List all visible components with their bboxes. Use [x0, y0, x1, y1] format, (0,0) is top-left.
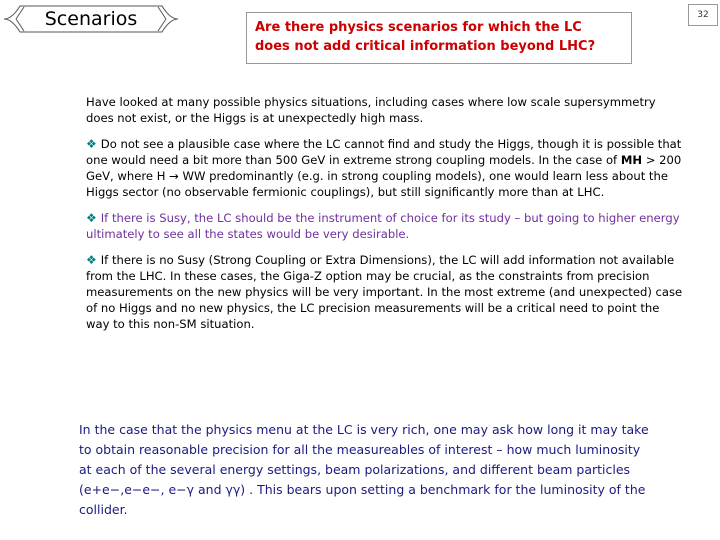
- slide-body: [86, 94, 686, 342]
- title-line-2: does not add critical information beyond LHC?: [255, 39, 596, 54]
- bullet-2: [86, 210, 686, 242]
- diamond-bullet-icon: ❖: [86, 253, 97, 267]
- bullet-3-text: If there is no Susy (Strong Coupling or Extra Dimensions), the LC will add information not available from the LHC. In these cases, the Giga-Z option may be crucial, as the constraints from precision measurements on the new physics will be very important. In the most extreme (and unexpected) case of no Higgs and no new physics, the LC precision measurements will be a critical need to point the way to this non-SM situation.: [86, 253, 683, 331]
- conclusion-text-a: In the case that the physics menu at the LC is very rich, one may ask how long it may take to obtain reasonable precision for all the measureables of interest – how much luminosity at each of the several energy settings, beam polarizations, and different beam particles (: [79, 422, 649, 497]
- bullet-3: [86, 252, 686, 332]
- diamond-bullet-icon: ❖: [86, 137, 97, 151]
- conclusion-paragraph: [79, 420, 649, 520]
- bullet-1-text-a: Do not see a plausible case where the LC cannot find and study the Higgs, though it is possible that one would need a bit more than 500 GeV in extreme strong coupling models. In the case of: [86, 137, 682, 167]
- bullet-1-text-b: > 200 GeV, where H → WW predominantly (e.g. in strong coupling models), one would learn less about the Higgs sector (no observable fermionic couplings), but still significantly more than at LHC.: [86, 153, 682, 199]
- mh-symbol: MH: [620, 153, 643, 167]
- slide-title: [246, 12, 632, 64]
- conclusion-text-b: ) . This bears upon setting a benchmark for the luminosity of the collider.: [79, 482, 646, 517]
- diamond-bullet-icon: ❖: [86, 211, 97, 225]
- title-line-1: Are there physics scenarios for which the LC: [255, 20, 582, 35]
- bullet-2-text: If there is Susy, the LC should be the instrument of choice for its study – but going to higher energy ultimately to see all the states would be very desirable.: [86, 211, 680, 241]
- slide-number: 32: [688, 4, 718, 26]
- banner-label: Scenarios: [44, 8, 138, 30]
- beam-particles: e+e−,e−e−, e−γ and γγ: [83, 482, 241, 497]
- bullet-1: [86, 136, 686, 200]
- intro-paragraph: Have looked at many possible physics situations, including cases where low scale supersymmetry does not exist, or the Higgs is at unexpectedly high mass.: [86, 95, 656, 125]
